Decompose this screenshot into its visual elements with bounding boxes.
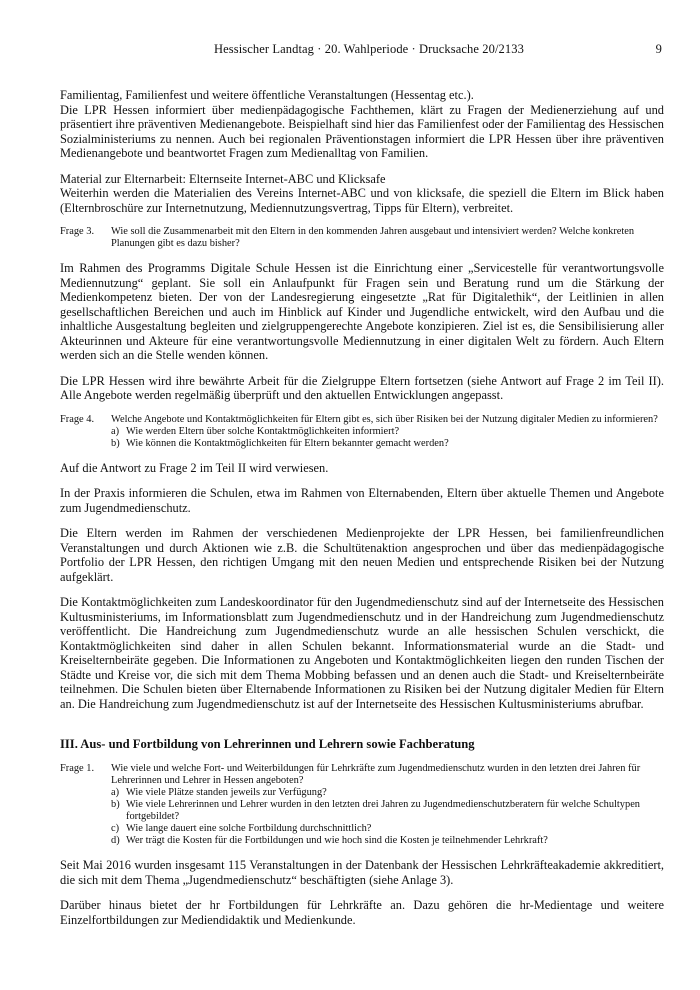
question-number: Frage 1.: [60, 763, 95, 774]
paragraph: Weiterhin werden die Materialien des Vereins Internet-ABC und von klicksafe, die speziell die Eltern im Blick haben (Elternbroschüre zur Internetnutzung, Mediennutzungsvertrag, Tipps für Eltern), verbreitet.: [60, 186, 664, 215]
paragraph: Darüber hinaus bietet der hr Fortbildungen für Lehrkräfte an. Dazu gehören die hr-Medientage und weitere Einzelfortbildungen zur Mediendidaktik und Medienkunde.: [60, 898, 664, 927]
paragraph: Die LPR Hessen informiert über medienpädagogische Fachthemen, klärt zu Fragen der Medienerziehung auf und präsentiert ihre präventiven Medienangebote. Beispielhaft sind hier das Familienfest oder der Familientag des Hessischen Sozialministeriums zu nennen. Auch bei regionalen Präventionstagen informiert die LPR Hessen über ihre präventiven Medienangebote und beantwortet Fragen zum Medienalltag von Familien.: [60, 102, 664, 160]
question-3: [60, 226, 664, 250]
sub-question: c) Wie lange dauert eine solche Fortbildung durchschnittlich?: [111, 823, 372, 834]
question-number: Frage 4.: [60, 413, 95, 425]
sub-question: d) Wer trägt die Kosten für die Fortbildungen und wie hoch sind die Kosten je teilnehmender Lehrkraft?: [111, 835, 548, 846]
paragraph: Auf die Antwort zu Frage 2 im Teil II wird verwiesen.: [60, 460, 329, 475]
question-1: [60, 763, 664, 847]
sub-question: b) Wie können die Kontaktmöglichkeiten für Eltern bekannter gemacht werden?: [111, 437, 449, 449]
paragraph: Die Kontaktmöglichkeiten zum Landeskoordinator für den Jugendmedienschutz sind auf der Internetseite des Hessischen Kultusministeriums, im Informationsblatt zum Jugendmedienschutz und in der Handreichung zum Jugendmedienschutz veröffentlicht. Die Handreichung zum Jugendmedienschutz wurde an alle hessischen Schulen verschickt, die Kontaktmöglichkeiten sind daher in allen Schulen bekannt. Informationsmaterial wurde an die Stadt- und Kreiselternbeiräte gegeben. Die Informationen zu Angeboten und Kontaktmöglichkeiten liegen den runden Tischen der Städte und Kreise vor, die sich mit dem Thema Mobbing befassen und an denen auch die Stadt- und Kreiselternbeiräte teilnehmen. Die Schulen bieten über Elternabende Informationen zu Risiken bei der Nutzung digitaler Medien für Eltern an. Die Handreichung zum Jugendmedienschutz ist auf der Internetseite des Hessischen Kultusministeriums abrufbar.: [60, 595, 664, 711]
question-text: Wie viele und welche Fort- und Weiterbildungen für Lehrkräfte zum Jugendmedienschutz wurden in den letzten drei Jahren für Lehrerinnen und Lehrer in Hessen angeboten?: [111, 763, 641, 786]
running-title: Hessischer Landtag · 20. Wahlperiode · Drucksache 20/2133: [214, 42, 524, 56]
page-number: 9: [655, 42, 662, 56]
question-number: Frage 3.: [60, 226, 95, 237]
paragraph: Seit Mai 2016 wurden insgesamt 115 Veranstaltungen in der Datenbank der Hessischen Lehrkräfteakademie akkreditiert, die sich mit dem Thema „Jugendmedienschutz“ beschäftigten (siehe Anlage 3).: [60, 858, 664, 887]
question-text: Welche Angebote und Kontaktmöglichkeiten für Eltern gibt es, sich über Risiken bei der Nutzung digitaler Medien zu informieren?: [111, 413, 658, 425]
paragraph: Die Eltern werden im Rahmen der verschiedenen Medienprojekte der LPR Hessen, bei familienfreundlichen Veranstaltungen und durch Aktionen wie z.B. die Schultütenaktion angesprochen und über das medienpädagogische Portfolio der LPR Hessen, den richtigen Umgang mit den neuen Medien und entsprechende Risiken bei der Nutzung aufgeklärt.: [60, 526, 664, 584]
question-4: [60, 414, 664, 450]
sub-question: a) Wie viele Plätze standen jeweils zur Verfügung?: [111, 787, 327, 798]
sub-question: b) Wie viele Lehrerinnen und Lehrer wurden in den letzten drei Jahren zu Jugendmedienschutzberatern für welche Schultypen fortgebildet?: [111, 799, 640, 822]
sub-question: a) Wie werden Eltern über solche Kontaktmöglichkeiten informiert?: [111, 425, 400, 437]
paragraph: Die LPR Hessen wird ihre bewährte Arbeit für die Zielgruppe Eltern fortsetzen (siehe Antwort auf Frage 2 im Teil II). Alle Angebote werden regelmäßig überprüft und den aktuellen Entwicklungen angepasst.: [60, 373, 664, 402]
question-text: Wie soll die Zusammenarbeit mit den Eltern in den kommenden Jahren ausgebaut und intensiviert werden? Welche konkreten Planungen gibt es dazu bisher?: [111, 226, 635, 249]
subheading: Material zur Elternarbeit: Elternseite Internet-ABC und Klicksafe: [60, 171, 386, 186]
section-title: III. Aus- und Fortbildung von Lehrerinnen und Lehrern sowie Fachberatung: [60, 737, 475, 751]
running-header: [214, 42, 662, 58]
paragraph: Im Rahmen des Programms Digitale Schule Hessen ist die Einrichtung einer „Servicestelle für verantwortungsvolle Mediennutzung“ geplant. Sie soll ein Anlaufpunkt für Fragen sein und Beratung rund um die Stärkung der Medienkompetenz bieten. Der von der Landesregierung eingesetzte „Rat für Digitalethik“, der Leitlinien in allen gesellschaftlichen Bereichen und auch im Hinblick auf Kinder und Jugendliche entwickelt, wird den Aufbau und die inhaltliche Ausgestaltung begleiten und zielgruppengerechte Angebote konzipieren. Ziel ist es, die Sensibilisierung aller Akteurinnen und Akteure für eine verantwortungsvolle Mediennutzung in einer digitalen Welt zu fördern. Auch Eltern werden sich an die Stelle wenden können.: [60, 261, 664, 362]
paragraph: In der Praxis informieren die Schulen, etwa im Rahmen von Elternabenden, Eltern über aktuelle Themen und Angebote zum Jugendmedienschutz.: [60, 486, 664, 515]
document-body: [60, 88, 664, 927]
paragraph: Familientag, Familienfest und weitere öffentliche Veranstaltungen (Hessentag etc.).: [60, 88, 474, 102]
